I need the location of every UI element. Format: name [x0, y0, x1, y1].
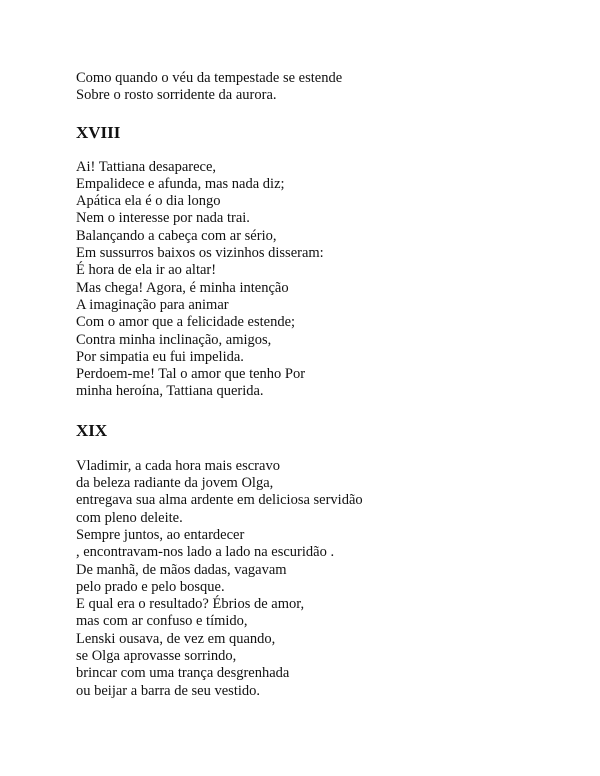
- poem-line: com pleno deleite.: [76, 509, 183, 526]
- poem-line: Em sussurros baixos os vizinhos disseram:: [76, 245, 324, 262]
- poem-line: mas com ar confuso e tímido,: [76, 613, 248, 630]
- poem-line: Empalidece e afunda, mas nada diz;: [76, 175, 285, 192]
- poem-line: Mas chega! Agora, é minha intenção: [76, 279, 289, 296]
- poem-line: Ai! Tattiana desaparece,: [76, 158, 217, 175]
- poem-line: Com o amor que a felicidade estende;: [76, 314, 296, 331]
- poem-line: Sempre juntos, ao entardecer: [76, 526, 245, 543]
- poem-line: Por simpatia eu fui impelida.: [76, 348, 244, 365]
- poem-line: Nem o interesse por nada trai.: [76, 210, 250, 227]
- poem-line: minha heroína, Tattiana querida.: [76, 383, 264, 400]
- poem-line: , encontravam-nos lado a lado na escuridão .: [76, 544, 335, 561]
- poem-line: Balançando a cabeça com ar sério,: [76, 227, 277, 244]
- stanza-xix: [76, 458, 556, 700]
- poem-line: da beleza radiante da jovem Olga,: [76, 475, 274, 492]
- poem-line: se Olga aprovasse sorrindo,: [76, 648, 237, 665]
- poem-line: Contra minha inclinação, amigos,: [76, 331, 272, 348]
- poem-line: Lenski ousava, de vez em quando,: [76, 630, 276, 647]
- poem-line: Perdoem-me! Tal o amor que tenho Por: [76, 366, 306, 383]
- section-heading-xix: XIX: [76, 420, 108, 440]
- poem-line: Como quando o véu da tempestade se estende: [76, 70, 343, 86]
- poem-line: De manhã, de mãos dadas, vagavam: [76, 561, 287, 578]
- poem-line: Sobre o rosto sorridente da aurora.: [76, 87, 277, 104]
- section-heading-xviii: XVIII: [76, 122, 121, 142]
- poem-line: entregava sua alma ardente em deliciosa servidão: [76, 492, 363, 509]
- poem-line: brincar com uma trança desgrenhada: [76, 665, 290, 682]
- poem-line: pelo prado e pelo bosque.: [76, 578, 225, 595]
- poem-line: ou beijar a barra de seu vestido.: [76, 682, 260, 699]
- poem-line: É hora de ela ir ao altar!: [76, 262, 217, 279]
- poem-line: Vladimir, a cada hora mais escravo: [76, 457, 280, 474]
- poem-line: Apática ela é o dia longo: [76, 193, 221, 210]
- intro-stanza: [76, 70, 556, 105]
- poem-content: [76, 70, 556, 700]
- stanza-xviii: [76, 159, 556, 401]
- poem-line: E qual era o resultado? Ébrios de amor,: [76, 596, 305, 613]
- poem-line: A imaginação para animar: [76, 296, 229, 313]
